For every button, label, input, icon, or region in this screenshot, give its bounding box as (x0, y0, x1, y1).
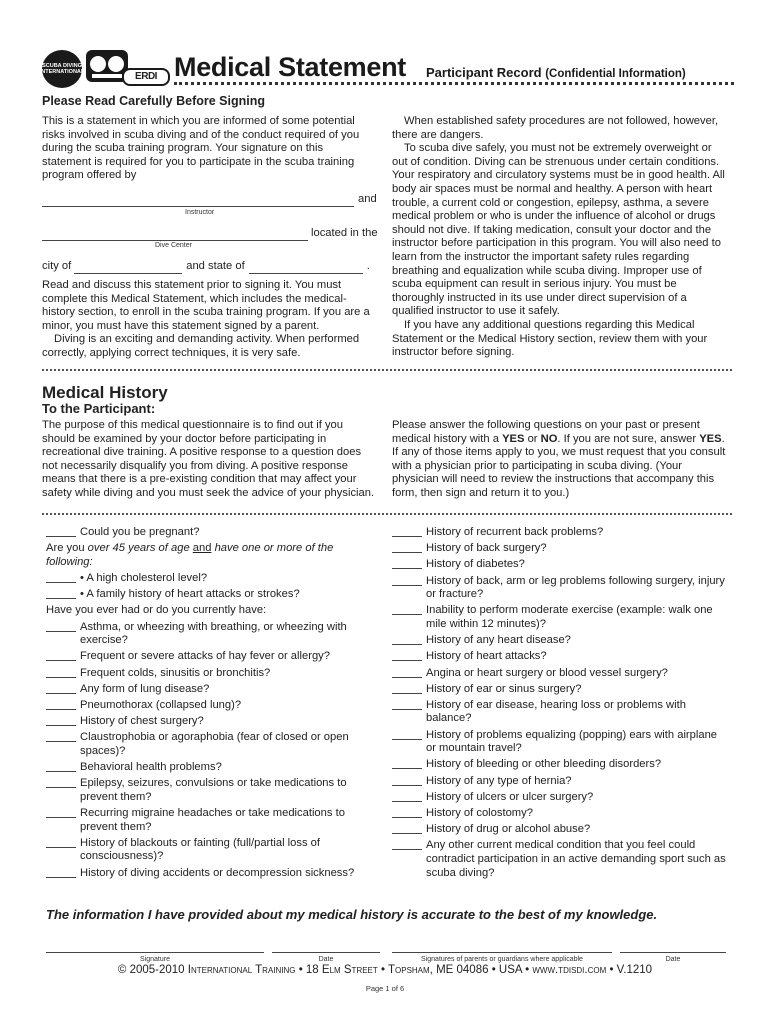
answer-blank[interactable] (392, 729, 422, 740)
answer-blank[interactable] (46, 715, 76, 726)
answer-blank[interactable] (392, 775, 422, 786)
question-item: Frequent or severe attacks of hay fever or allergy? (46, 650, 376, 664)
question-item: History of diving accidents or decompression sickness? (46, 867, 376, 881)
intro-read-para: Read and discuss this statement prior to signing it. You must complete this Medical Statement, which includes the medical-history section, to enroll in the scuba training program. If you are a minor, you must have this statement signed by a parent. Diving is an exciting and demanding activity. When performed correctly, applying correct techniques, it is very safe. (42, 279, 370, 359)
question-family-history: • A family history of heart attacks or strokes? (46, 588, 376, 602)
have-you-heading: Have you ever had or do you currently have: (46, 604, 267, 617)
question-item: Angina or heart surgery or blood vessel surgery? (392, 667, 726, 681)
page-title: Medical Statement (174, 52, 406, 82)
question-item: History of chest surgery? (46, 715, 376, 729)
question-item: Epilepsy, seizures, convulsions or take medications to prevent them? (46, 777, 376, 804)
answer-blank[interactable] (46, 588, 76, 599)
question-item: History of blackouts or fainting (full/partial loss of consciousness)? (46, 837, 376, 864)
answer-blank[interactable] (46, 807, 76, 818)
question-item: Asthma, or wheezing with breathing, or wheezing with exercise? (46, 621, 376, 648)
answer-blank[interactable] (46, 731, 76, 742)
answer-blank[interactable] (46, 761, 76, 772)
question-item: Inability to perform moderate exercise (example: walk one mile within 12 minutes)? (392, 604, 726, 631)
dive-center-label: Dive Center (155, 242, 192, 249)
question-item: History of problems equalizing (popping) ears with airplane or mountain travel? (392, 729, 726, 756)
answer-blank[interactable] (392, 558, 422, 569)
date-label: Date (318, 956, 334, 963)
questions-right (392, 526, 726, 883)
sdi-logo: SCUBA DIVING INTERNATIONAL (42, 50, 82, 88)
question-item: History of drug or alcohol abuse? (392, 823, 726, 837)
answer-blank[interactable] (46, 650, 76, 661)
answer-blank[interactable] (392, 575, 422, 586)
form-header (39, 44, 732, 94)
answer-blank[interactable] (392, 758, 422, 769)
question-item: History of colostomy? (392, 807, 726, 821)
medical-history-heading: Medical History (42, 383, 168, 402)
question-item: History of diabetes? (392, 558, 726, 572)
guardian-signature-label: Signatures of parents or guardians where applicable (421, 956, 583, 963)
state-field[interactable] (249, 263, 363, 274)
answer-blank[interactable] (46, 683, 76, 694)
question-item: History of ulcers or ulcer surgery? (392, 791, 726, 805)
question-item: History of back surgery? (392, 542, 726, 556)
intro-left-para: This is a statement in which you are informed of some potential risks involved in scuba diving and of the conduct required of you during the scuba training program. Your signature on this statement is required for you to participate in the scuba training program offered by (42, 115, 360, 182)
question-item: Any other current medical condition that you feel could contradict participation in an active demanding sport such as scuba diving? (392, 839, 726, 880)
answer-blank[interactable] (46, 837, 76, 848)
copyright-footer: © 2005-2010 International Training • 18 Elm Street • Topsham, ME 04086 • USA • www.tdisdi.com • V.1210 (117, 964, 653, 976)
question-cholesterol: • A high cholesterol level? (46, 572, 376, 586)
question-item: History of bleeding or other bleeding disorders? (392, 758, 726, 772)
page-subtitle: Participant Record (Confidential Information) (426, 65, 686, 80)
question-item: History of any heart disease? (392, 634, 726, 648)
answer-blank[interactable] (392, 526, 422, 537)
dive-center-row: located in the (42, 227, 380, 241)
instructor-label: Instructor (185, 209, 215, 216)
question-item: Recurring migraine headaches or take medications to prevent them? (46, 807, 376, 834)
accuracy-statement: The information I have provided about my medical history is accurate to the best of my knowledge. (46, 907, 658, 922)
age-question: Are you over 45 years of age and have one or more of the following: (46, 542, 334, 568)
signature-label: Signature (140, 956, 170, 963)
answer-blank[interactable] (392, 604, 422, 615)
participant-subheading: To the Participant: (42, 401, 156, 416)
erdi-logo: ERDI (122, 68, 170, 86)
questions-left (46, 526, 376, 883)
answer-blank[interactable] (392, 650, 422, 661)
answer-blank[interactable] (46, 867, 76, 878)
history-left-para: The purpose of this medical questionnaire is to find out if you should be examined by your doctor before participating in recreational dive training. A positive response to a question does not necessarily disqualify you from diving. A positive response means that there is a pre-existing condition that may affect your safety while diving and you must seek the advice of your physician. (42, 419, 375, 499)
question-item: Frequent colds, sinusitis or bronchitis? (46, 667, 376, 681)
answer-blank[interactable] (392, 823, 422, 834)
answer-blank[interactable] (46, 777, 76, 788)
question-item: History of any type of hernia? (392, 775, 726, 789)
answer-blank[interactable] (392, 839, 422, 850)
answer-blank[interactable] (46, 699, 76, 710)
question-item: History of heart attacks? (392, 650, 726, 664)
question-item: Pneumothorax (collapsed lung)? (46, 699, 376, 713)
intro-heading: Please Read Carefully Before Signing (42, 94, 265, 108)
answer-blank[interactable] (392, 634, 422, 645)
section-divider-2 (42, 513, 732, 515)
answer-blank[interactable] (392, 791, 422, 802)
answer-blank[interactable] (392, 683, 422, 694)
city-state-row: city of and state of . (42, 260, 370, 272)
answer-blank[interactable] (46, 526, 76, 537)
question-item: History of ear disease, hearing loss or problems with balance? (392, 699, 726, 726)
question-item: Behavioral health problems? (46, 761, 376, 775)
question-item: History of back, arm or leg problems following surgery, injury or fracture? (392, 575, 726, 602)
guardian-date-label: Date (665, 956, 681, 963)
city-field[interactable] (74, 263, 182, 274)
answer-blank[interactable] (46, 621, 76, 632)
question-pregnant: Could you be pregnant? (46, 526, 376, 540)
history-right-para: Please answer the following questions on your past or present medical history with a YES or NO. If you are not sure, answer YES. If any of those items apply to you, we must request that you consult with a physician prior to participating in scuba diving. (Your physician will need to review the instructions that accompany this form, then sign and return it to you.) (392, 419, 726, 499)
question-item: History of ear or sinus surgery? (392, 683, 726, 697)
answer-blank[interactable] (392, 699, 422, 710)
section-divider (42, 369, 732, 371)
header-divider (174, 82, 734, 85)
logo-group (39, 48, 172, 88)
answer-blank[interactable] (46, 667, 76, 678)
intro-right-para: When established safety procedures are not followed, however, there are dangers. To scuba dive safely, you must not be extremely overweight or out of condition. Diving can be strenuous under certain conditions. Your respiratory and circulatory systems must be in good health. All body air spaces must be normal and healthy. A person with heart trouble, a current cold or congestion, epilepsy, asthma, a severe medical problem or who is under the influence of alcohol or drugs should not dive. If taking medication, consult your doctor and the instructor before participation in this program. You will also need to learn from the instructor the important safety rules regarding breathing and equalization while scuba diving. Improper use of scuba equipment can result in serious injury. You must be thoroughly instructed in its use under direct supervision of a qualified instructor to use it safely. If you have any additional questions regarding this Medical Statement or the Medical History section, review them with your instructor before signing. (392, 115, 725, 359)
instructor-row: and (42, 193, 380, 207)
question-item: Claustrophobia or agoraphobia (fear of closed or open spaces)? (46, 731, 376, 758)
answer-blank[interactable] (392, 667, 422, 678)
instructor-field[interactable] (42, 196, 354, 207)
question-item: Any form of lung disease? (46, 683, 376, 697)
answer-blank[interactable] (392, 542, 422, 553)
page-number: Page 1 of 6 (365, 984, 405, 993)
answer-blank[interactable] (46, 572, 76, 583)
answer-blank[interactable] (392, 807, 422, 818)
question-item: History of recurrent back problems? (392, 526, 726, 540)
